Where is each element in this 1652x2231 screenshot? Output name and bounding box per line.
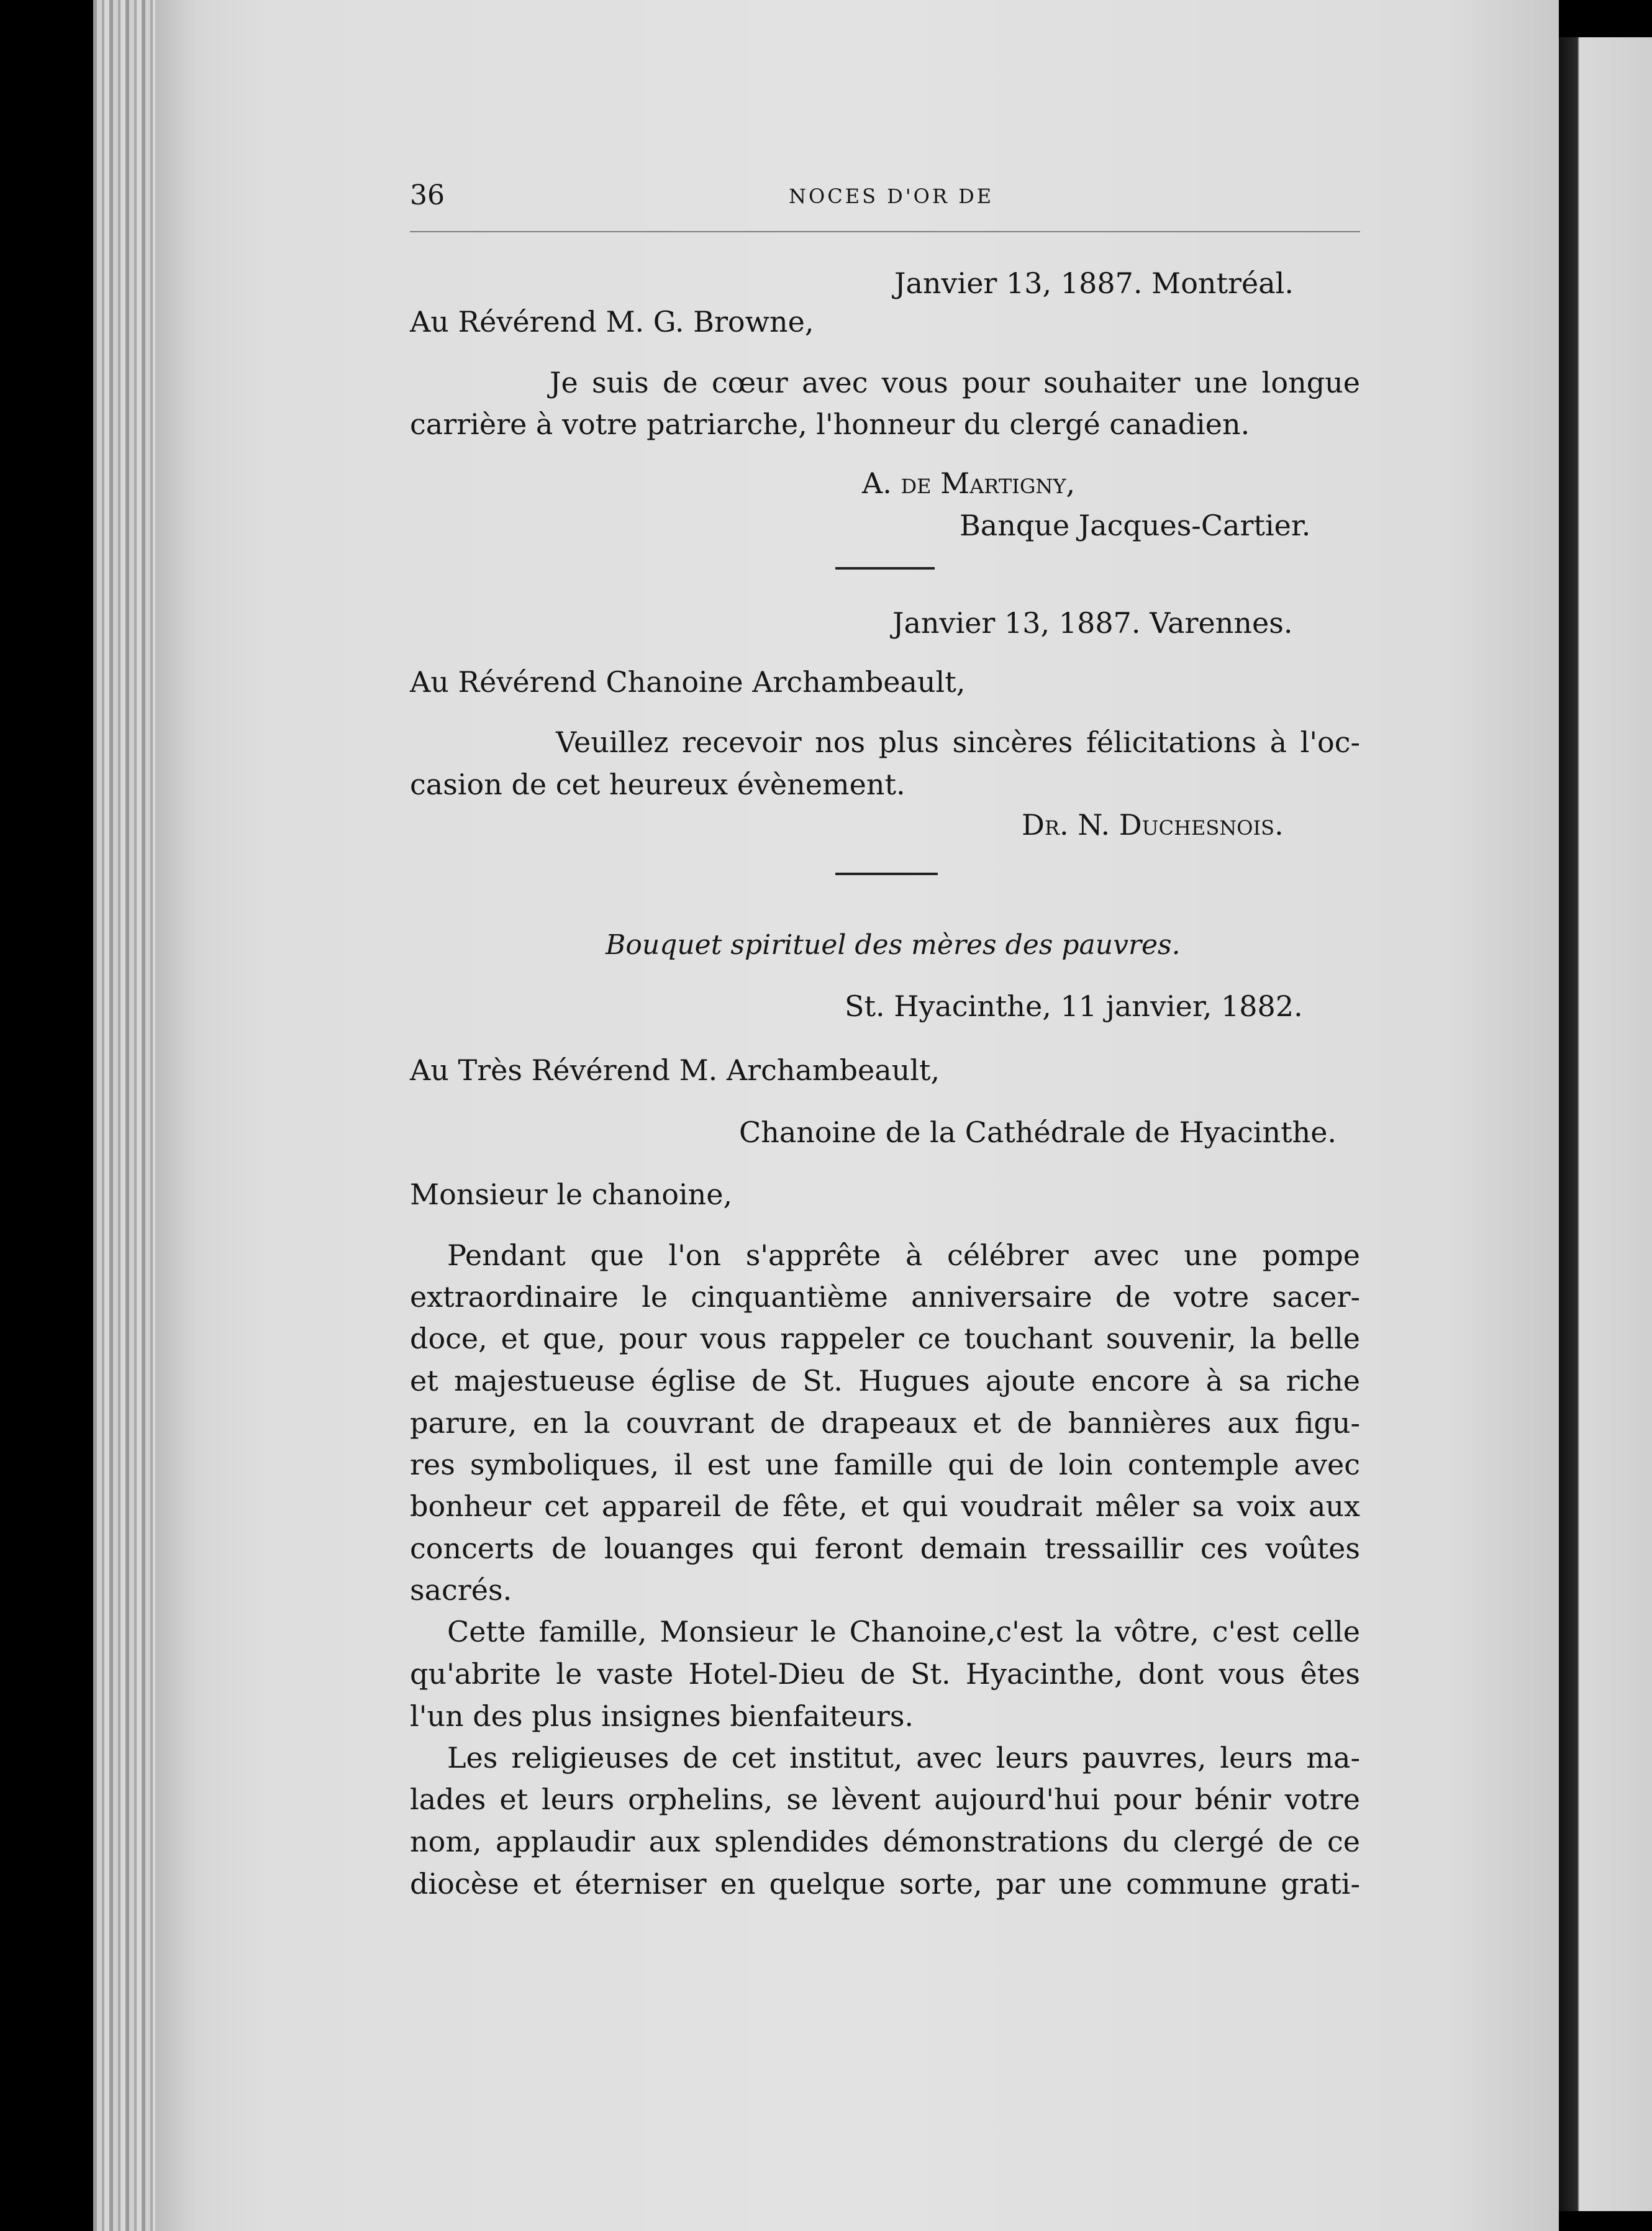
- running-title: NOCES D'OR DE: [789, 184, 994, 208]
- paragraph-2-line-1: Cette famille, Monsieur le Chanoine,c'est la vôtre, c'est celle: [447, 1615, 1360, 1648]
- letter-1-salutation: Au Révérend M. G. Browne,: [410, 305, 814, 339]
- paragraph-2-line-2: qu'abrite le vaste Hotel-Dieu de St. Hyacinthe, dont vous êtes: [410, 1657, 1360, 1691]
- paragraph-1-line-9: sacrés.: [410, 1573, 512, 1607]
- paragraph-1-line-5: parure, en la couvrant de drapeaux et de bannières aux figu-: [410, 1406, 1360, 1440]
- paragraph-3-line-3: nom, applaudir aux splendides démonstrations du clergé de ce: [410, 1825, 1360, 1858]
- letter-1-affiliation: Banque Jacques-Cartier.: [960, 509, 1311, 542]
- paragraph-1-line-6: res symboliques, il est une famille qui de loin contemple avec: [410, 1448, 1360, 1481]
- paragraph-3-line-4: diocèse et éterniser en quelque sorte, par une commune grati-: [410, 1867, 1360, 1901]
- letter-2-body-line-2: casion de cet heureux évènement.: [410, 768, 905, 801]
- letter-1-body-line-1: Je suis de cœur avec vous pour souhaiter une longue: [550, 366, 1360, 399]
- paragraph-1-line-2: extraordinaire le cinquantième anniversaire de votre sacer-: [410, 1280, 1360, 1314]
- facing-page-edge: [1559, 37, 1652, 2211]
- paragraph-1-line-8: concerts de louanges qui feront demain tressaillir ces voûtes: [410, 1532, 1360, 1565]
- page-stack-edge: [93, 0, 155, 2231]
- letter-2-body-line-1: Veuillez recevoir nos plus sincères félicitations à l'oc-: [556, 725, 1360, 759]
- paragraph-1-line-7: bonheur cet appareil de fête, et qui voudrait mêler sa voix aux: [410, 1489, 1360, 1523]
- paragraph-2-line-3: l'un des plus insignes bienfaiteurs.: [410, 1699, 914, 1733]
- bouquet-greeting: Monsieur le chanoine,: [410, 1178, 733, 1211]
- letter-2-date: Janvier 13, 1887. Varennes.: [892, 606, 1293, 640]
- paragraph-3-line-1: Les religieuses de cet institut, avec leurs pauvres, leurs ma-: [447, 1741, 1360, 1774]
- paragraph-1-line-4: et majestueuse église de St. Hugues ajoute encore à sa riche: [410, 1364, 1360, 1397]
- bouquet-date: St. Hyacinthe, 11 janvier, 1882.: [845, 989, 1303, 1023]
- letter-2-signature: Dr. N. Duchesnois.: [1022, 808, 1284, 842]
- bouquet-addressee-title: Chanoine de la Cathédrale de Hyacinthe.: [739, 1116, 1337, 1149]
- letter-1-body-line-2: carrière à votre patriarche, l'honneur du clergé canadien.: [410, 407, 1250, 441]
- paragraph-1-line-3: doce, et que, pour vous rappeler ce touchant souvenir, la belle: [410, 1322, 1360, 1355]
- letter-2-salutation: Au Révérend Chanoine Archambeault,: [410, 665, 966, 699]
- page-number: 36: [410, 179, 445, 211]
- paragraph-3-line-2: lades et leurs orphelins, se lèvent aujourd'hui pour bénir votre: [410, 1783, 1360, 1816]
- bouquet-addressee: Au Très Révérend M. Archambeault,: [410, 1053, 940, 1087]
- separator-rule-1: [835, 567, 935, 570]
- bouquet-heading: Bouquet spirituel des mères des pauvres.: [606, 929, 1181, 961]
- paragraph-1-line-1: Pendant que l'on s'apprête à célébrer avec une pompe: [447, 1238, 1360, 1272]
- header-rule: [410, 231, 1360, 232]
- letter-1-signature: A. de Martigny,: [862, 466, 1076, 500]
- separator-rule-2: [835, 873, 938, 875]
- letter-1-date: Janvier 13, 1887. Montréal.: [894, 266, 1294, 300]
